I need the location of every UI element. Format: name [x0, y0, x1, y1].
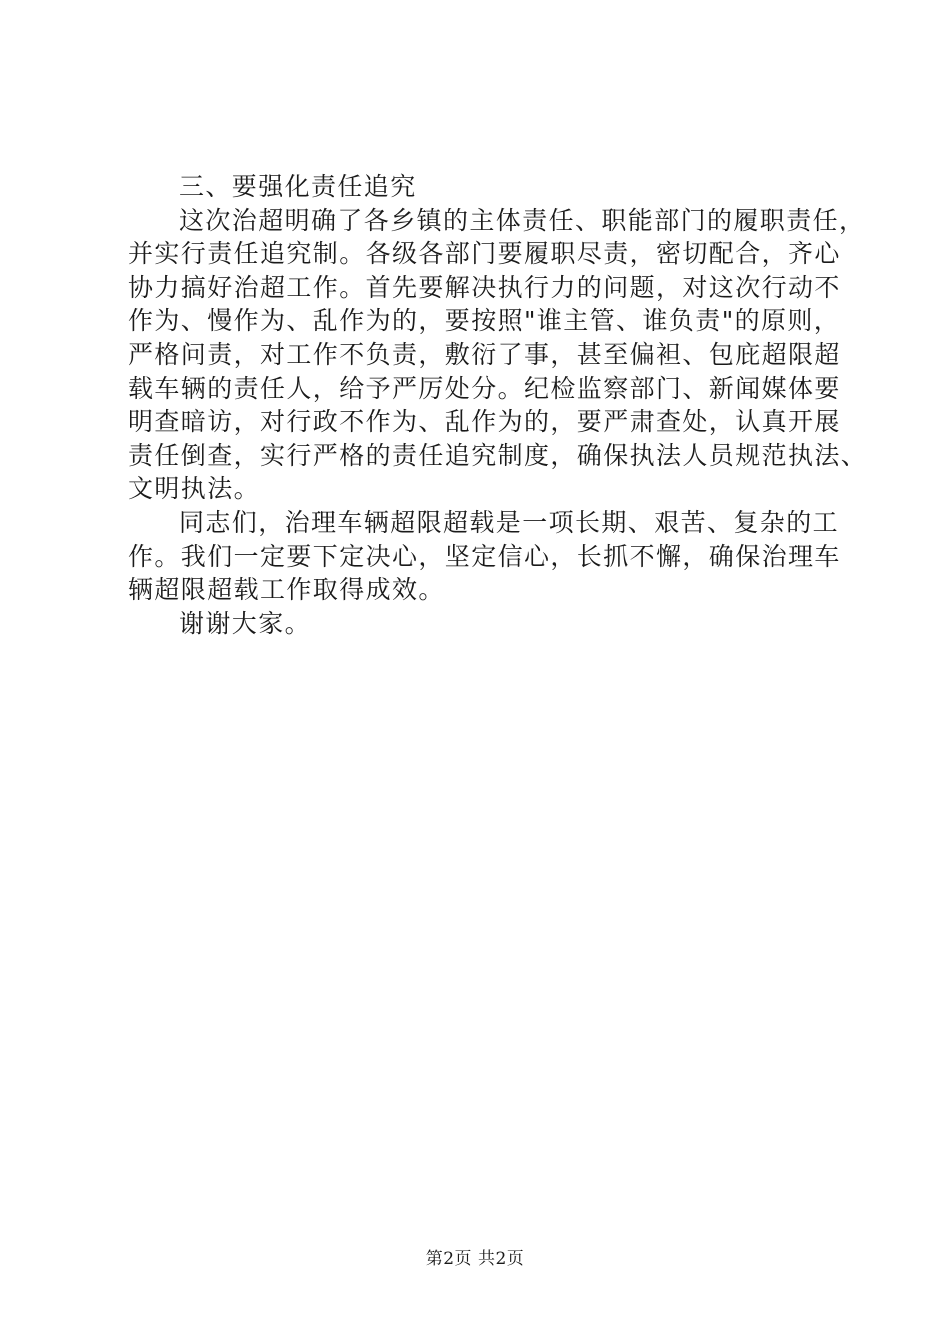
document-body [128, 170, 868, 640]
paragraph-line: 并实行责任追究制。各级各部门要履职尽责，密切配合，齐心 [128, 239, 841, 269]
paragraph-line: 辆超限超载工作取得成效。 [128, 575, 445, 605]
paragraph-line: 明查暗访，对行政不作为、乱作为的，要严肃查处，认真开展 [128, 407, 841, 437]
page-number-footer: 第2页 共2页 [425, 1249, 525, 1269]
paragraph-line: 这次治超明确了各乡镇的主体责任、职能部门的履职责任， [179, 205, 866, 235]
paragraph-line: 作。我们一定要下定决心，坚定信心，长抓不懈，确保治理车 [128, 541, 841, 571]
paragraph-line: 责任倒查，实行严格的责任追究制度，确保执法人员规范执法、 [128, 440, 868, 470]
paragraph-line: 同志们，治理车辆超限超载是一项长期、艰苦、复杂的工 [179, 507, 840, 537]
paragraph-line: 协力搞好治超工作。首先要解决执行力的问题，对这次行动不 [128, 272, 841, 302]
closing-line: 谢谢大家。 [179, 608, 312, 638]
paragraph-line: 作为、慢作为、乱作为的，要按照"谁主管、谁负责"的原则， [128, 306, 841, 336]
paragraph-line: 严格问责，对工作不负责，敷衍了事，甚至偏袒、包庇超限超 [128, 339, 841, 369]
paragraph-line: 文明执法。 [128, 474, 261, 504]
section-heading: 三、要强化责任追究 [179, 172, 417, 201]
paragraph-line: 载车辆的责任人，给予严厉处分。纪检监察部门、新闻媒体要 [128, 373, 841, 403]
